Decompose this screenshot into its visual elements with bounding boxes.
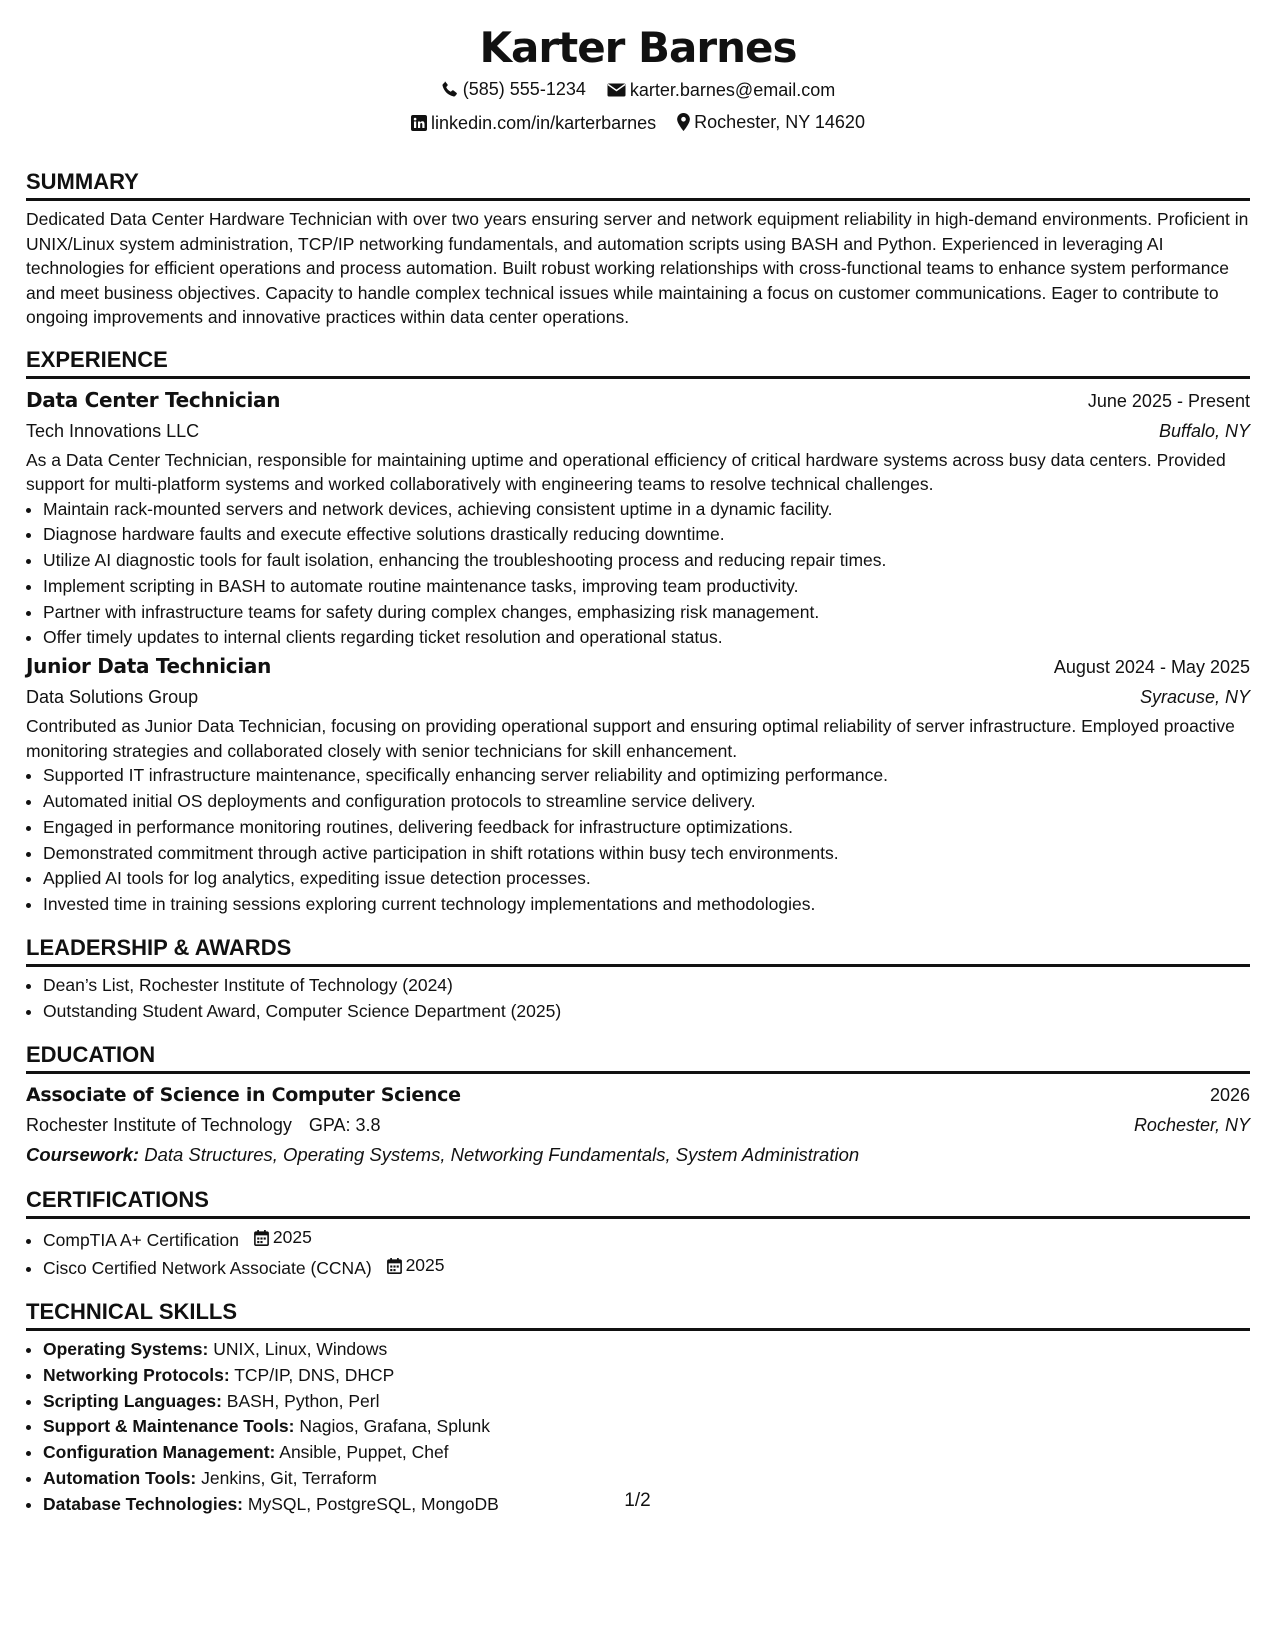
coursework-label: Coursework:	[26, 1143, 140, 1165]
list-item	[43, 1440, 1250, 1466]
leadership-list	[26, 973, 1250, 1025]
coursework-row	[26, 1140, 1250, 1170]
cert-date	[387, 1253, 445, 1279]
linkedin-icon	[411, 115, 427, 131]
list-item: • Invested time in training sessions exploring current technology implementations and methodologies.	[43, 892, 1250, 918]
cert-date	[254, 1225, 312, 1251]
calendar-icon	[254, 1230, 269, 1246]
job-dates: August 2024 - May 2025	[1053, 657, 1250, 678]
list-item	[43, 1466, 1250, 1492]
job-location: Buffalo, NY	[1158, 420, 1250, 441]
summary-text: Dedicated Data Center Hardware Technician with over two years ensuring server and network equipment reliability in high-demand environments. Proficient in UNIX/Linux system administration, TCP/IP networking fundamentals, and automation scripts using BASH and Python. Experienced in leveraging AI technologies for efficient operations and process automation. Built robust working relationships with cross-functional teams to enhance system performance and meet business objectives. Capacity to handle complex technical issues while maintaining a focus on customer communications. Eager to contribute to ongoing improvements and innovative practices within data center operations.	[26, 209, 1249, 327]
certifications-list	[26, 1225, 1250, 1282]
job-title-row	[26, 385, 1250, 416]
degree-row	[26, 1080, 1250, 1110]
cert-year: 2025	[272, 1226, 312, 1247]
job-bullets	[26, 497, 1250, 652]
skill-label: Support & Maintenance Tools:	[43, 1416, 295, 1437]
summary-section	[26, 168, 1250, 330]
job-title-row	[26, 651, 1250, 682]
skill-value: MySQL, PostgreSQL, MongoDB	[247, 1493, 499, 1514]
skill-label: Operating Systems:	[43, 1339, 209, 1360]
graduation-year: 2026	[1209, 1084, 1250, 1105]
skill-value: Nagios, Grafana, Splunk	[299, 1416, 491, 1437]
email-text[interactable]: karter.barnes@email.com	[629, 80, 836, 100]
certifications-heading: CERTIFICATIONS	[26, 1186, 1250, 1219]
skill-value: TCP/IP, DNS, DHCP	[234, 1364, 395, 1385]
email-item	[607, 75, 835, 105]
job-entry	[26, 651, 1250, 918]
list-item	[43, 1414, 1250, 1440]
list-item	[43, 1225, 1250, 1254]
cert-name: Cisco Certified Network Associate (CCNA)	[43, 1258, 372, 1279]
job-org-row	[26, 416, 1250, 446]
leadership-heading: LEADERSHIP & AWARDS	[26, 934, 1250, 967]
location-text: Rochester, NY 14620	[694, 112, 865, 132]
list-item	[43, 1389, 1250, 1415]
list-item: • Utilize AI diagnostic tools for fault isolation, enhancing the troubleshooting process and reducing repair times.	[43, 548, 1250, 574]
school-row	[26, 1110, 1250, 1140]
school-location: Rochester, NY	[1133, 1114, 1250, 1135]
gpa: GPA: 3.8	[308, 1114, 381, 1135]
education-section	[26, 1041, 1250, 1170]
coursework-text: Data Structures, Operating Systems, Networking Fundamentals, System Administration	[144, 1143, 860, 1165]
list-item: • Engaged in performance monitoring routines, delivering feedback for infrastructure optimizations.	[43, 815, 1250, 841]
skill-label: Automation Tools:	[43, 1468, 197, 1489]
contact-line-2	[26, 107, 1250, 140]
skill-label: Configuration Management:	[43, 1442, 276, 1463]
list-item: • Supported IT infrastructure maintenance, specifically enhancing server reliability and optimizing performance.	[43, 763, 1250, 789]
job-description: As a Data Center Technician, responsible for maintaining uptime and operational efficiency of critical hardware systems across busy data centers. Provided support for multi-platform systems and worked collaboratively with engineering teams to resolve technical challenges.	[26, 449, 1226, 494]
job-entry	[26, 385, 1250, 652]
linkedin-text[interactable]: linkedin.com/in/karterbarnes	[431, 113, 657, 133]
job-dates: June 2025 - Present	[1087, 390, 1250, 411]
page-number: 1/2	[624, 1490, 651, 1511]
list-item: • Automated initial OS deployments and configuration protocols to streamline service delivery.	[43, 789, 1250, 815]
phone-icon	[441, 80, 459, 98]
experience-heading: EXPERIENCE	[26, 346, 1250, 379]
job-company: Data Solutions Group	[26, 687, 199, 708]
list-item: • Implement scripting in BASH to automate routine maintenance tasks, improving team productivity.	[43, 574, 1250, 600]
job-title: Junior Data Technician	[26, 654, 272, 679]
skills-heading: TECHNICAL SKILLS	[26, 1298, 1250, 1331]
resume-page	[26, 0, 1250, 1650]
list-item: • Applied AI tools for log analytics, expediting issue detection processes.	[43, 866, 1250, 892]
envelope-icon	[607, 82, 626, 98]
list-item: • Partner with infrastructure teams for safety during complex changes, emphasizing risk management.	[43, 600, 1250, 626]
cert-year: 2025	[405, 1255, 445, 1276]
list-item: • Demonstrated commitment through active participation in shift rotations within busy tech environments.	[43, 841, 1250, 867]
skill-label: Scripting Languages:	[43, 1390, 222, 1411]
map-pin-icon	[677, 113, 690, 131]
job-company: Tech Innovations LLC	[26, 420, 200, 441]
job-location: Syracuse, NY	[1139, 687, 1250, 708]
leadership-section	[26, 934, 1250, 1025]
school-name: Rochester Institute of Technology	[26, 1114, 292, 1135]
phone-text[interactable]: (585) 555-1234	[462, 79, 586, 99]
job-description: Contributed as Junior Data Technician, focusing on providing operational support and ensuring optimal reliability of server infrastructure. Employed proactive monitoring strategies and collaborated closely with senior technicians for skill enhancement.	[26, 716, 1235, 761]
list-item: • Diagnose hardware faults and execute effective solutions drastically reducing downtime.	[43, 522, 1250, 548]
skill-label: Networking Protocols:	[43, 1364, 230, 1385]
job-org-row	[26, 682, 1250, 712]
contact-line-1	[26, 74, 1250, 107]
list-item	[43, 1363, 1250, 1389]
certifications-section	[26, 1186, 1250, 1282]
skill-value: BASH, Python, Perl	[226, 1390, 380, 1411]
summary-heading: SUMMARY	[26, 168, 1250, 201]
list-item	[43, 1337, 1250, 1363]
cert-name: CompTIA A+ Certification	[43, 1229, 239, 1250]
list-item	[43, 1253, 1250, 1282]
candidate-name: Karter Barnes	[479, 23, 797, 72]
skill-value: UNIX, Linux, Windows	[213, 1339, 388, 1360]
location-item	[677, 107, 865, 137]
list-item: • Offer timely updates to internal clients regarding ticket resolution and operational status.	[43, 625, 1250, 651]
calendar-icon	[387, 1258, 402, 1274]
list-item: • Outstanding Student Award, Computer Science Department (2025)	[43, 999, 1250, 1025]
phone-item	[441, 74, 586, 104]
list-item: • Dean’s List, Rochester Institute of Technology (2024)	[43, 973, 1250, 999]
education-heading: EDUCATION	[26, 1041, 1250, 1074]
job-bullets	[26, 763, 1250, 918]
experience-section	[26, 346, 1250, 919]
linkedin-item	[411, 108, 656, 138]
degree-title: Associate of Science in Computer Science	[26, 1083, 461, 1106]
skill-value: Ansible, Puppet, Chef	[279, 1442, 449, 1463]
skill-label: Database Technologies:	[43, 1493, 244, 1514]
skill-value: Jenkins, Git, Terraform	[201, 1468, 377, 1489]
skills-section	[26, 1298, 1250, 1518]
list-item: • Maintain rack-mounted servers and network devices, achieving consistent uptime in a dynamic facility.	[43, 497, 1250, 523]
job-title: Data Center Technician	[26, 387, 281, 412]
school-info	[26, 1110, 381, 1140]
